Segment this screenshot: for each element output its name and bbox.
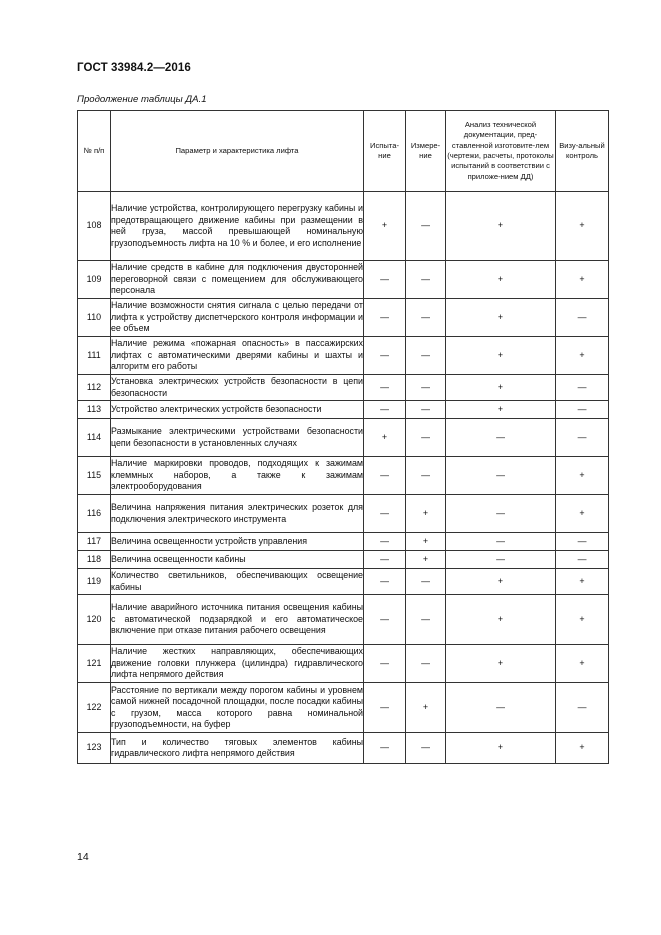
row-doc-analysis-mark: + xyxy=(446,401,556,419)
row-number: 115 xyxy=(78,457,111,495)
row-number: 118 xyxy=(78,551,111,569)
row-test-mark: — xyxy=(364,261,406,299)
row-number: 117 xyxy=(78,533,111,551)
page-number: 14 xyxy=(77,851,89,863)
table-row xyxy=(78,683,609,733)
table-row xyxy=(78,401,609,419)
row-visual-mark: + xyxy=(556,261,609,299)
column-header-visual: Визу-альный контроль xyxy=(556,111,609,192)
row-number: 114 xyxy=(78,419,111,457)
row-test-mark: — xyxy=(364,645,406,683)
row-number: 111 xyxy=(78,337,111,375)
row-measurement-mark: — xyxy=(406,337,446,375)
row-parameter: Наличие жестких направляющих, обеспечивающих движение головки плунжера (цилиндра) гидравлического лифта непрямого действия xyxy=(111,645,364,683)
table-row xyxy=(78,495,609,533)
row-measurement-mark: — xyxy=(406,419,446,457)
row-parameter: Наличие режима «пожарная опасность» в пассажирских лифтах с автоматическими дверями кабины и шахты и алгоритм его работы xyxy=(111,337,364,375)
column-header-parameter: Параметр и характеристика лифта xyxy=(111,111,364,192)
row-doc-analysis-mark: + xyxy=(446,645,556,683)
table-row xyxy=(78,261,609,299)
row-visual-mark: + xyxy=(556,733,609,764)
row-visual-mark: — xyxy=(556,419,609,457)
row-test-mark: — xyxy=(364,683,406,733)
row-doc-analysis-mark: — xyxy=(446,457,556,495)
row-number: 120 xyxy=(78,595,111,645)
row-parameter: Тип и количество тяговых элементов кабины гидравлического лифта непрямого действия xyxy=(111,733,364,764)
row-test-mark: — xyxy=(364,533,406,551)
column-header-measurement: Измере-ние xyxy=(406,111,446,192)
row-parameter: Наличие устройства, контролирующего перегрузку кабины и предотвращающего движение кабины при размещении в ней груза, массой превышающей номинальную грузоподъемность лифта на 10 % и более, и его исполнение xyxy=(111,192,364,261)
row-measurement-mark: — xyxy=(406,457,446,495)
table-caption: Продолжение таблицы ДА.1 xyxy=(77,94,207,105)
table-row xyxy=(78,375,609,401)
row-test-mark: — xyxy=(364,495,406,533)
row-measurement-mark: + xyxy=(406,533,446,551)
row-parameter: Устройство электрических устройств безопасности xyxy=(111,401,364,419)
row-visual-mark: + xyxy=(556,645,609,683)
row-measurement-mark: — xyxy=(406,401,446,419)
row-visual-mark: + xyxy=(556,457,609,495)
column-header-doc-analysis: Анализ технической документации, пред-ставленной изготовите-лем (чертежи, расчеты, протоколы испытаний в соответствии с приложе-нием ДД) xyxy=(446,111,556,192)
row-doc-analysis-mark: + xyxy=(446,375,556,401)
table-row xyxy=(78,551,609,569)
row-visual-mark: + xyxy=(556,569,609,595)
table-row xyxy=(78,533,609,551)
table-row xyxy=(78,419,609,457)
row-visual-mark: — xyxy=(556,551,609,569)
row-parameter: Количество светильников, обеспечивающих освещение кабины xyxy=(111,569,364,595)
table-header-row xyxy=(78,111,609,192)
row-number: 122 xyxy=(78,683,111,733)
row-number: 121 xyxy=(78,645,111,683)
document-code: ГОСТ 33984.2—2016 xyxy=(77,62,191,74)
row-visual-mark: + xyxy=(556,192,609,261)
row-measurement-mark: — xyxy=(406,733,446,764)
row-number: 110 xyxy=(78,299,111,337)
row-parameter: Наличие средств в кабине для подключения двусторонней переговорной связи с помещением для обслуживающего персонала xyxy=(111,261,364,299)
row-measurement-mark: — xyxy=(406,375,446,401)
table-row xyxy=(78,337,609,375)
row-measurement-mark: — xyxy=(406,645,446,683)
row-test-mark: — xyxy=(364,457,406,495)
row-test-mark: + xyxy=(364,192,406,261)
row-measurement-mark: — xyxy=(406,595,446,645)
row-doc-analysis-mark: + xyxy=(446,595,556,645)
row-measurement-mark: + xyxy=(406,551,446,569)
row-test-mark: — xyxy=(364,569,406,595)
row-test-mark: — xyxy=(364,551,406,569)
row-parameter: Величина освещенности кабины xyxy=(111,551,364,569)
row-visual-mark: — xyxy=(556,401,609,419)
table-row xyxy=(78,299,609,337)
row-number: 108 xyxy=(78,192,111,261)
row-doc-analysis-mark: — xyxy=(446,551,556,569)
row-number: 123 xyxy=(78,733,111,764)
row-visual-mark: + xyxy=(556,495,609,533)
row-measurement-mark: — xyxy=(406,192,446,261)
row-parameter: Размыкание электрическими устройствами безопасности цепи безопасности в установленных случаях xyxy=(111,419,364,457)
row-parameter: Величина освещенности устройств управления xyxy=(111,533,364,551)
table-row xyxy=(78,192,609,261)
row-test-mark: — xyxy=(364,401,406,419)
row-number: 113 xyxy=(78,401,111,419)
row-test-mark: — xyxy=(364,733,406,764)
column-header-number: № п/п xyxy=(78,111,111,192)
row-doc-analysis-mark: + xyxy=(446,192,556,261)
row-parameter: Наличие возможности снятия сигнала с целью передачи от лифта к устройству диспетчерского контроля информации и ее объем xyxy=(111,299,364,337)
row-doc-analysis-mark: + xyxy=(446,261,556,299)
row-test-mark: — xyxy=(364,337,406,375)
table-row xyxy=(78,595,609,645)
row-parameter: Расстояние по вертикали между порогом кабины и уровнем самой нижней посадочной площадки, после посадки кабины с грузом, масса которого равна номинальной грузоподъемности, на буфер xyxy=(111,683,364,733)
row-doc-analysis-mark: + xyxy=(446,569,556,595)
row-parameter: Наличие аварийного источника питания освещения кабины с автоматической подзарядкой и его автоматическое включение при отказе питания рабочего освещения xyxy=(111,595,364,645)
row-measurement-mark: — xyxy=(406,569,446,595)
row-visual-mark: — xyxy=(556,533,609,551)
row-test-mark: — xyxy=(364,375,406,401)
row-test-mark: — xyxy=(364,299,406,337)
row-number: 112 xyxy=(78,375,111,401)
row-test-mark: — xyxy=(364,595,406,645)
row-doc-analysis-mark: + xyxy=(446,733,556,764)
row-doc-analysis-mark: — xyxy=(446,683,556,733)
row-parameter: Установка электрических устройств безопасности в цепи безопасности xyxy=(111,375,364,401)
row-doc-analysis-mark: — xyxy=(446,495,556,533)
row-visual-mark: + xyxy=(556,337,609,375)
table-row xyxy=(78,733,609,764)
row-doc-analysis-mark: + xyxy=(446,299,556,337)
table-row xyxy=(78,569,609,595)
row-doc-analysis-mark: + xyxy=(446,337,556,375)
table-row xyxy=(78,457,609,495)
row-test-mark: + xyxy=(364,419,406,457)
row-measurement-mark: + xyxy=(406,683,446,733)
row-visual-mark: — xyxy=(556,683,609,733)
row-visual-mark: + xyxy=(556,595,609,645)
row-number: 116 xyxy=(78,495,111,533)
row-number: 109 xyxy=(78,261,111,299)
spec-table xyxy=(77,110,609,764)
row-measurement-mark: + xyxy=(406,495,446,533)
row-parameter: Наличие маркировки проводов, подходящих к зажимам клеммных наборов, а также к зажимам электрооборудования xyxy=(111,457,364,495)
row-parameter: Величина напряжения питания электрических розеток для подключения электрического инструмента xyxy=(111,495,364,533)
table-row xyxy=(78,645,609,683)
row-visual-mark: — xyxy=(556,375,609,401)
row-measurement-mark: — xyxy=(406,261,446,299)
row-measurement-mark: — xyxy=(406,299,446,337)
column-header-test: Испыта-ние xyxy=(364,111,406,192)
row-visual-mark: — xyxy=(556,299,609,337)
row-number: 119 xyxy=(78,569,111,595)
row-doc-analysis-mark: — xyxy=(446,419,556,457)
row-doc-analysis-mark: — xyxy=(446,533,556,551)
